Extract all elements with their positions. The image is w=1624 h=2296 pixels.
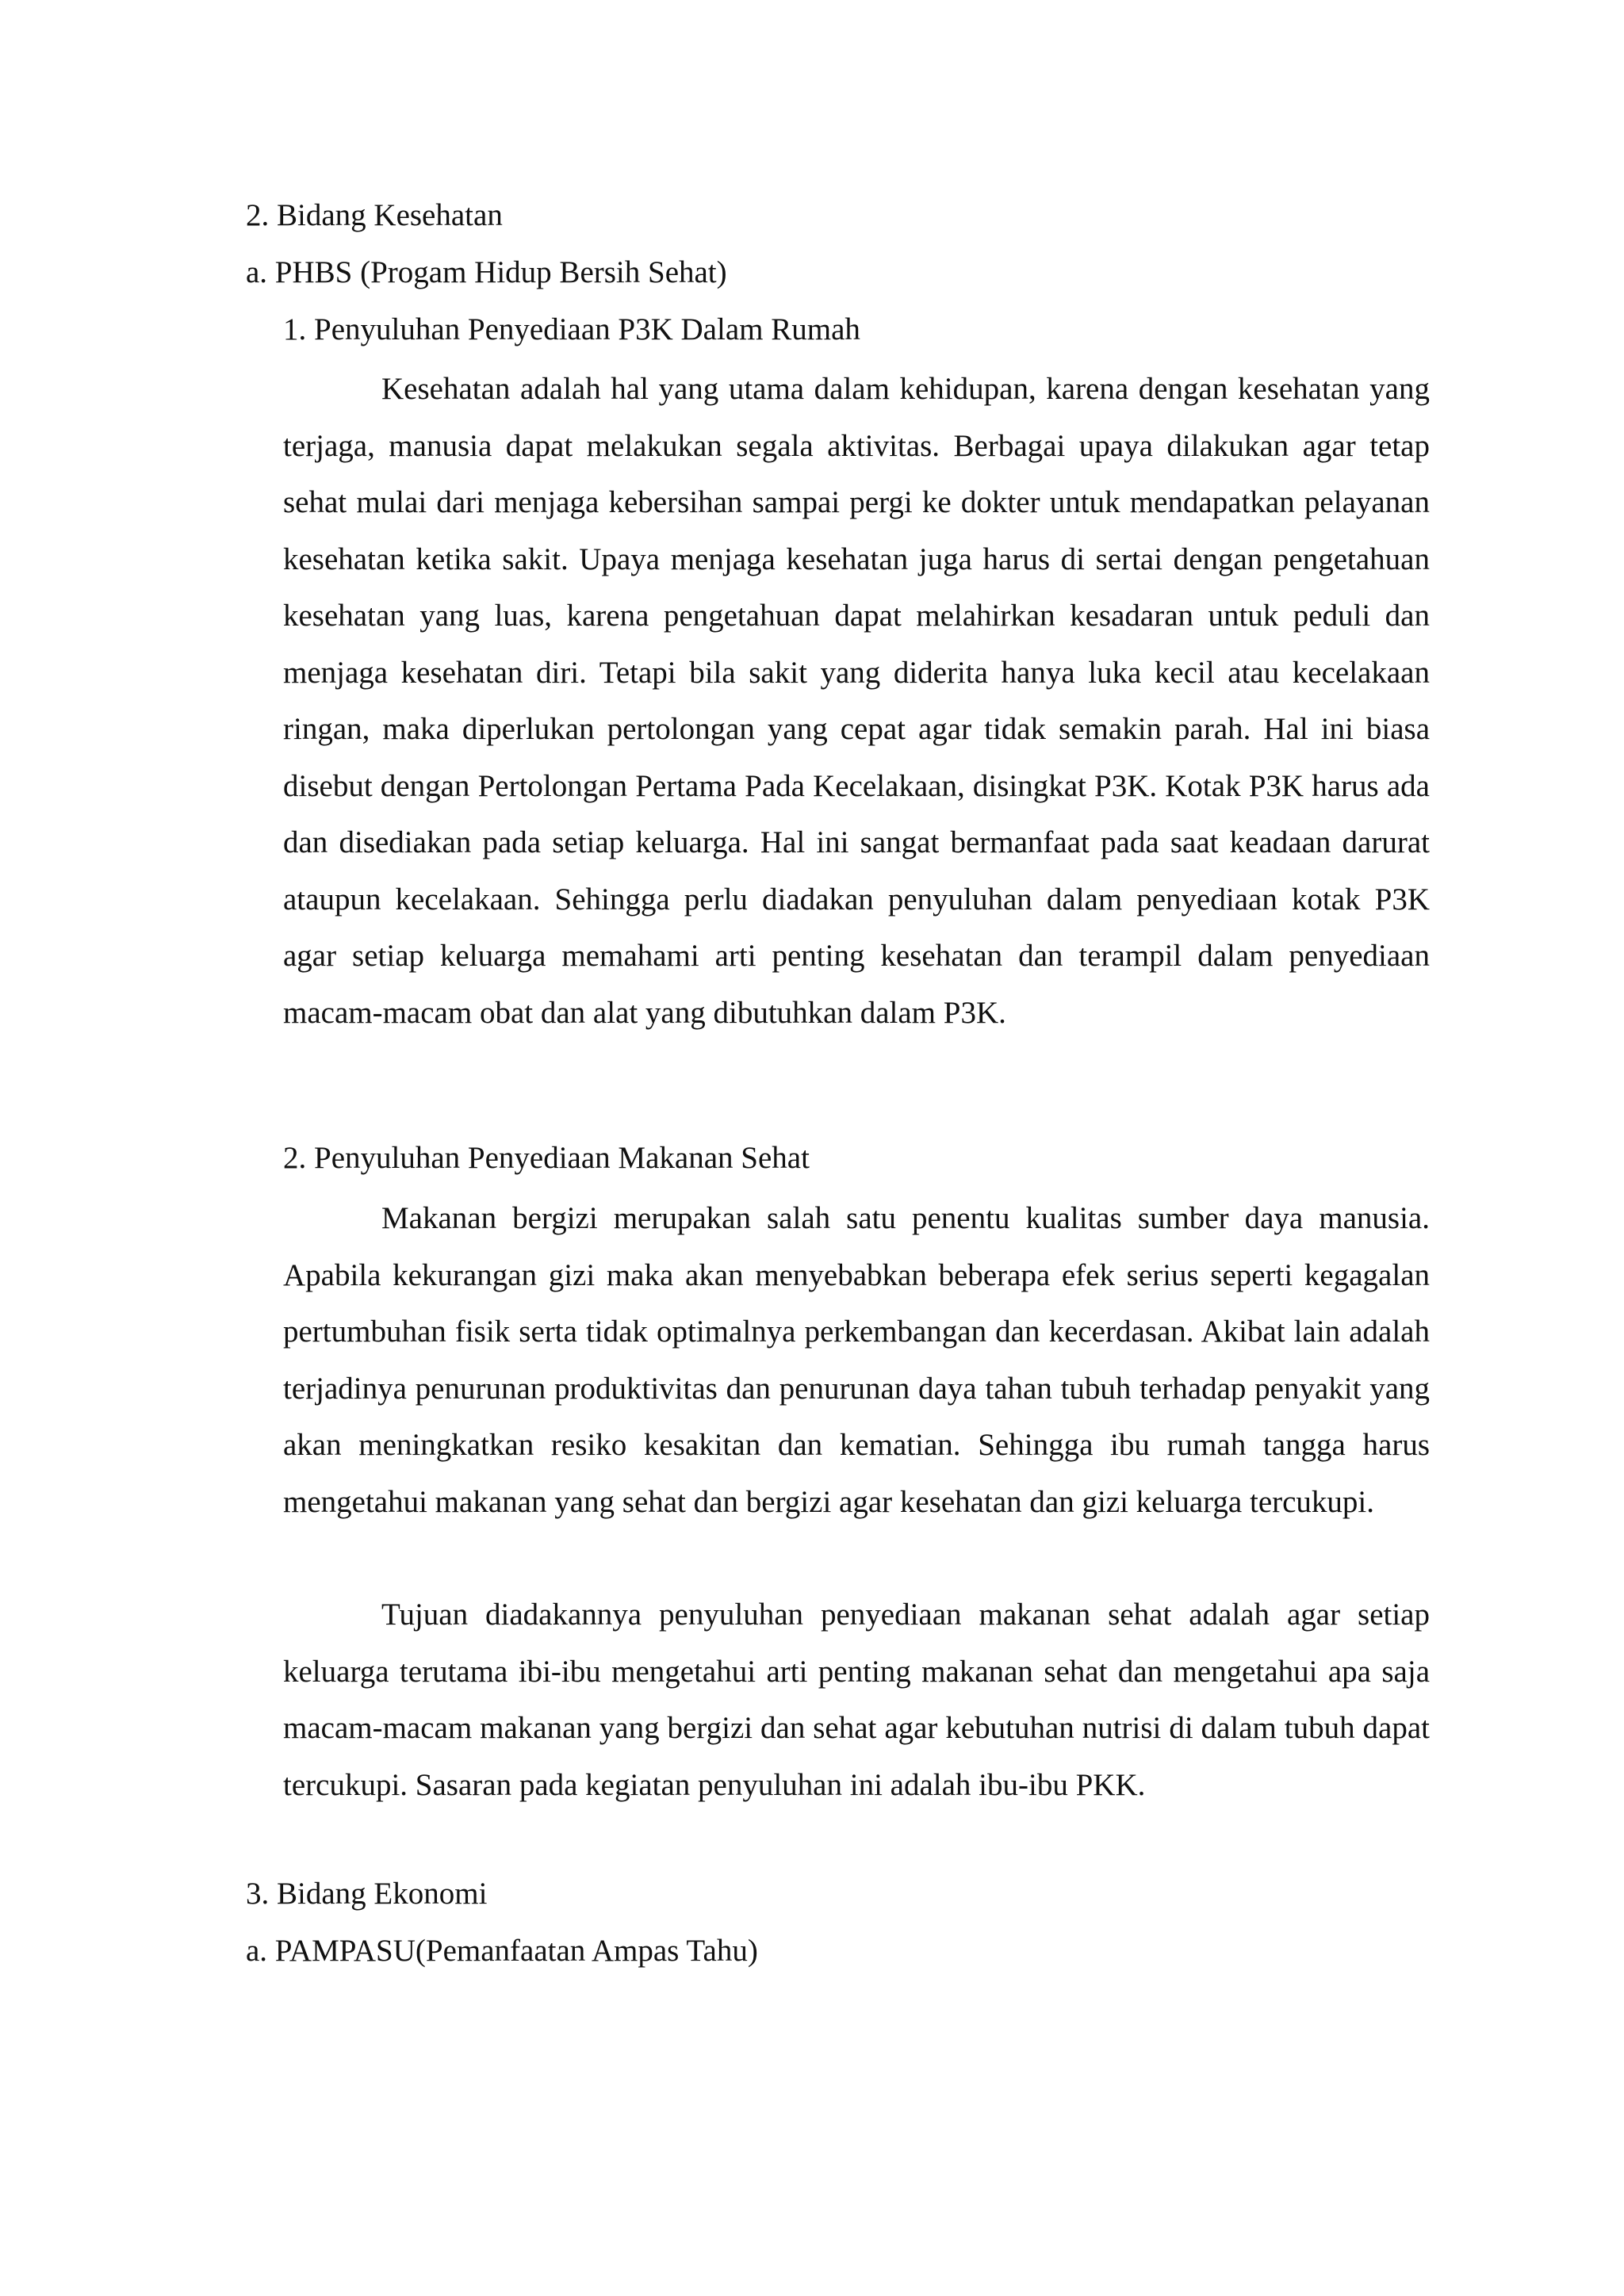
pampasu-subheading: a. PAMPASU(Pemanfaatan Ampas Tahu) xyxy=(246,1934,758,1968)
makanan-sehat-item-heading: 2. Penyuluhan Penyediaan Makanan Sehat xyxy=(283,1141,810,1175)
makanan-paragraph-2 xyxy=(283,1586,1430,1813)
makanan-paragraph-2-text: Tujuan diadakannya penyuluhan penyediaan makanan sehat adalah agar setiap keluarga terutama ibi-ibu mengetahui arti penting makanan sehat dan mengetahui apa saja macam-macam makanan yang bergizi dan sehat agar kebutuhan nutrisi di dalam tubuh dapat tercukupi. Sasaran pada kegiatan penyuluhan ini adalah ibu-ibu PKK. xyxy=(283,1598,1430,1802)
phbs-subheading: a. PHBS (Progam Hidup Bersih Sehat) xyxy=(246,255,727,289)
p3k-paragraph-text: Kesehatan adalah hal yang utama dalam kehidupan, karena dengan kesehatan yang terjaga, manusia dapat melakukan segala aktivitas. Berbagai upaya dilakukan agar tetap sehat mulai dari menjaga kebersihan sampai pergi ke dokter untuk mendapatkan pelayanan kesehatan ketika sakit. Upaya menjaga kesehatan juga harus di sertai dengan pengetahuan kesehatan yang luas, karena pengetahuan dapat melahirkan kesadaran untuk peduli dan menjaga kesehatan diri. Tetapi bila sakit yang diderita hanya luka kecil atau kecelakaan ringan, maka diperlukan pertolongan yang cepat agar tidak semakin parah. Hal ini biasa disebut dengan Pertolongan Pertama Pada Kecelakaan, disingkat P3K. Kotak P3K harus ada dan disediakan pada setiap keluarga. Hal ini sangat bermanfaat pada saat keadaan darurat ataupun kecelakaan. Sehingga perlu diadakan penyuluhan dalam penyediaan kotak P3K agar setiap keluarga memahami arti penting kesehatan dan terampil dalam penyediaan macam-macam obat dan alat yang dibutuhkan dalam P3K. xyxy=(283,372,1430,1030)
section-3-heading: 3. Bidang Ekonomi xyxy=(246,1877,488,1911)
makanan-paragraph-1 xyxy=(283,1190,1430,1530)
section-2-heading: 2. Bidang Kesehatan xyxy=(246,198,503,232)
makanan-paragraph-1-text: Makanan bergizi merupakan salah satu penentu kualitas sumber daya manusia. Apabila kekurangan gizi maka akan menyebabkan beberapa efek serius seperti kegagalan pertumbuhan fisik serta tidak optimalnya perkembangan dan kecerdasan. Akibat lain adalah terjadinya penurunan produktivitas dan penurunan daya tahan tubuh terhadap penyakit yang akan meningkatkan resiko kesakitan dan kematian. Sehingga ibu rumah tangga harus mengetahui makanan yang sehat dan bergizi agar kesehatan dan gizi keluarga tercukupi. xyxy=(283,1201,1430,1519)
p3k-paragraph xyxy=(283,361,1430,1041)
p3k-item-heading: 1. Penyuluhan Penyediaan P3K Dalam Rumah xyxy=(283,312,860,346)
